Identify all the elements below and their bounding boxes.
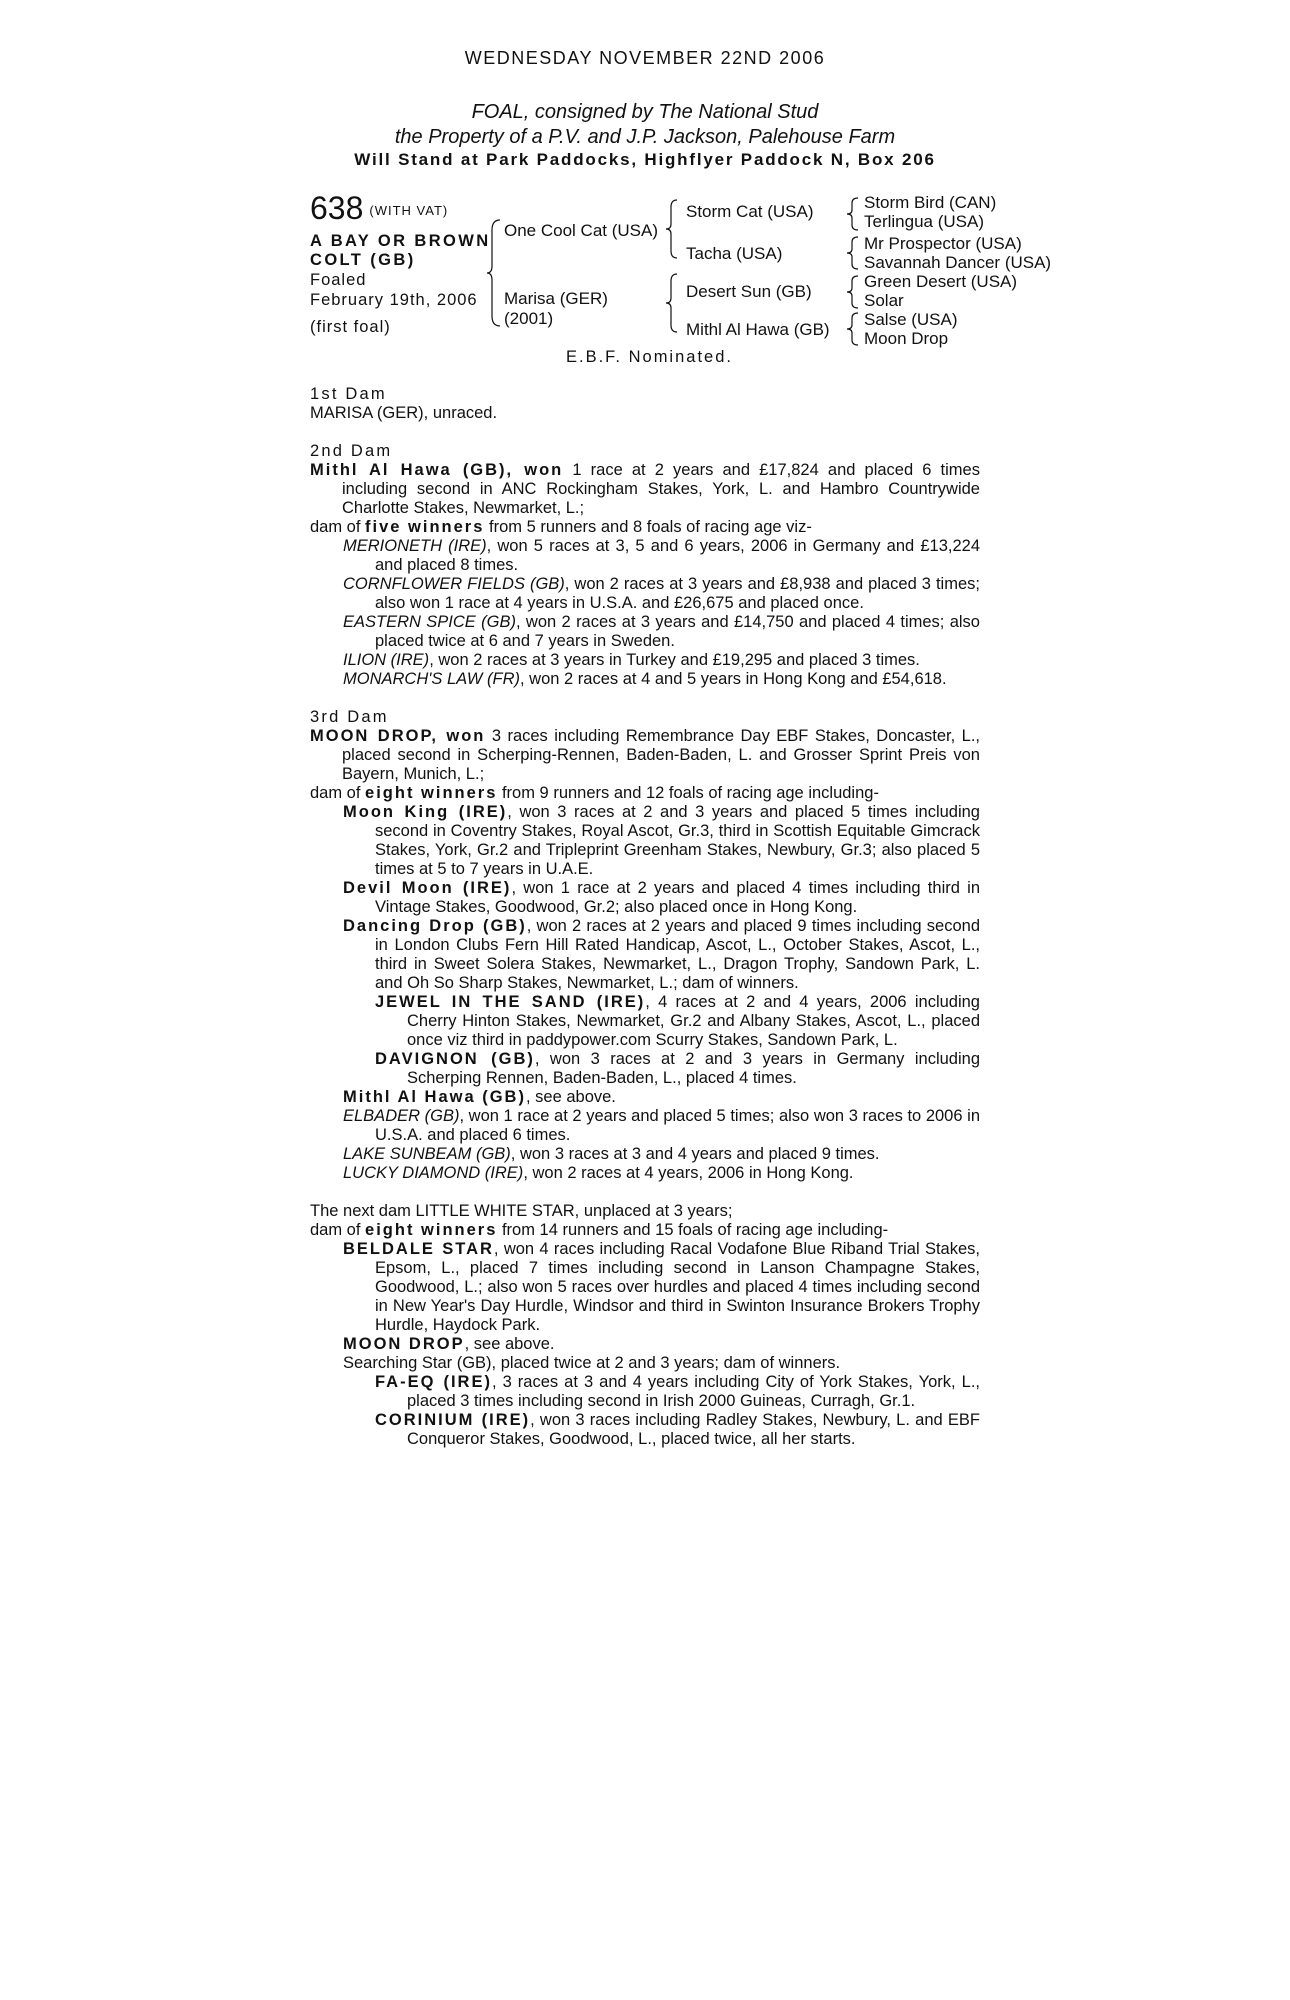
dam-of-label: dam of (310, 1221, 366, 1239)
dam-of-label: dam of (310, 784, 366, 802)
horse-name: EASTERN SPICE (GB) (343, 613, 516, 631)
lot-description-2: COLT (GB) (310, 251, 416, 269)
horse-name: BELDALE STAR (343, 1240, 494, 1258)
third-dam-section (310, 708, 980, 1183)
horse-record: , won 2 races at 3 years and £14,750 and placed 4 times; also placed twice at 6 and 7 years in Sweden. (375, 613, 980, 650)
horse-name: Dancing Drop (GB) (343, 917, 527, 935)
pedigree-sdd: Savannah Dancer (USA) (864, 253, 1052, 272)
horse-name: ELBADER (GB) (343, 1107, 460, 1125)
horse-record: , won 2 races at 3 years in Turkey and £19,295 and placed 3 times. (429, 651, 920, 669)
horse-record: , won 2 races at 4 and 5 years in Hong Kong and £54,618. (520, 670, 947, 688)
third-dam-heading: 3rd Dam (310, 708, 389, 726)
pedigree-ds: Desert Sun (GB) (686, 282, 812, 301)
second-dam-produce-summary (310, 518, 980, 537)
horse-name: JEWEL IN THE SAND (IRE) (375, 993, 646, 1011)
stand-location: Will Stand at Park Paddocks, Highflyer Paddock N, Box 206 (354, 150, 936, 169)
horse-record: , won 2 races at 3 years and £8,938 and placed 3 times; also won 1 race at 4 years in U.S.A. and £26,675 and placed once. (375, 575, 980, 612)
produce-dancing-drop (310, 917, 980, 993)
produce-searching-star: Searching Star (GB), placed twice at 2 and 3 years; dam of winners. (343, 1354, 841, 1372)
first-dam-section (310, 385, 980, 423)
produce-beldale-star (310, 1240, 980, 1335)
horse-record: , won 1 race at 2 years and placed 5 times; also won 3 races to 2006 in U.S.A. and placed 6 times. (375, 1107, 980, 1144)
horse-record: , see above. (464, 1335, 555, 1353)
grandproduce-jewel-in-the-sand (310, 993, 980, 1050)
horse-record: , won 2 races at 4 years, 2006 in Hong Kong. (523, 1164, 854, 1182)
dam-of-label: dam of (310, 518, 366, 536)
horse-record: , 3 races at 3 and 4 years including City of York Stakes, York, L., placed 3 times including second in Irish 2000 Guineas, Curragh, Gr.1. (407, 1373, 980, 1410)
sale-date: WEDNESDAY NOVEMBER 22ND 2006 (464, 48, 826, 68)
pedigree-dss: Green Desert (USA) (864, 272, 1018, 291)
fourth-dam-produce-summary (310, 1221, 980, 1240)
horse-record: , won 3 races at 2 and 3 years in Germany including Scherping Rennen, Baden-Baden, L., placed 4 times. (407, 1050, 980, 1087)
horse-name: Devil Moon (IRE) (343, 879, 512, 897)
ebf-nominated: E.B.F. Nominated. (566, 348, 733, 366)
horse-name: LUCKY DIAMOND (IRE) (343, 1164, 524, 1182)
pedigree-brace-sire (665, 198, 679, 260)
pedigree-brace-dd (846, 311, 860, 347)
second-dam-heading: 2nd Dam (310, 442, 393, 460)
produce-devil-moon (310, 879, 980, 917)
produce-moon-king (310, 803, 980, 879)
horse-name: MOON DROP (343, 1335, 465, 1353)
lot-number-value: 638 (310, 190, 364, 226)
produce-elbader (310, 1107, 980, 1145)
pedigree-brace-ds (846, 274, 860, 310)
third-dam-name: MOON DROP, won (310, 727, 486, 745)
second-dam-entry (310, 461, 980, 518)
vat-note: (WITH VAT) (369, 203, 449, 218)
horse-record: , won 3 races at 3 and 4 years and placed 9 times. (510, 1145, 880, 1163)
pedigree-dds: Salse (USA) (864, 310, 958, 329)
lot-description-1: A BAY OR BROWN (310, 232, 491, 250)
pedigree-ssd: Terlingua (USA) (864, 212, 984, 231)
third-dam-produce-summary (310, 784, 980, 803)
produce-moon-drop (310, 1335, 980, 1354)
horse-name: ILION (IRE) (343, 651, 430, 669)
pedigree-sss: Storm Bird (CAN) (864, 193, 997, 212)
horse-record: , won 3 races including Radley Stakes, Newbury, L. and EBF Conqueror Stakes, Goodwood, L., placed twice, all her starts. (407, 1411, 980, 1448)
produce-ilion (310, 651, 980, 670)
horse-name: MONARCH'S LAW (FR) (343, 670, 521, 688)
produce-merioneth (310, 537, 980, 575)
runners-summary: from 5 runners and 8 foals of racing age viz- (484, 518, 812, 536)
grandproduce-fa-eq (310, 1373, 980, 1411)
horse-record: , won 3 races at 2 and 3 years and placed 5 times including second in Coventry Stakes, Royal Ascot, Gr.3, third in Scottish Equitable Gimcrack Stakes, York, Gr.2 and Tripleprint Greenham Stakes, Newbury, Gr.3; also placed 5 times at 5 to 7 years in U.A.E. (375, 803, 980, 878)
horse-name: Mithl Al Hawa (GB) (343, 1088, 526, 1106)
horse-record: , see above. (525, 1088, 616, 1106)
runners-summary: from 14 runners and 15 foals of racing age including- (497, 1221, 889, 1239)
grandproduce-corinium (310, 1411, 980, 1449)
produce-lake-sunbeam (310, 1145, 980, 1164)
pedigree-sds: Mr Prospector (USA) (864, 234, 1022, 253)
lot-number (310, 190, 448, 227)
pedigree-dd: Mithl Al Hawa (GB) (686, 320, 830, 339)
consignment-line: FOAL, consigned by The National Stud (471, 101, 819, 123)
pedigree-brace-ss (846, 196, 860, 232)
produce-eastern-spice (310, 613, 980, 651)
first-dam-heading: 1st Dam (310, 385, 387, 403)
foal-date: February 19th, 2006 (310, 291, 478, 309)
pedigree-ddd: Moon Drop (864, 329, 949, 348)
horse-record: , won 4 races including Racal Vodafone Blue Riband Trial Stakes, Epsom, L., placed 7 times including second in Lanson Champagne Stakes, Goodwood, L.; also won 5 races over hurdles and placed 4 times including second in New Year's Day Hurdle, Windsor and third in Swinton Insurance Brokers Trophy Hurdle, Haydock Park. (375, 1240, 980, 1334)
pedigree-brace-main (486, 218, 502, 328)
horse-name: CORNFLOWER FIELDS (GB) (343, 575, 565, 593)
produce-cornflower-fields (310, 575, 980, 613)
second-dam-section (310, 442, 980, 689)
first-foal-note: (first foal) (310, 318, 391, 336)
first-dam-text: MARISA (GER), unraced. (310, 404, 498, 422)
winners-count: five winners (365, 518, 485, 536)
horse-name: Moon King (IRE) (343, 803, 508, 821)
horse-name: CORINIUM (IRE) (375, 1411, 531, 1429)
runners-summary: from 9 runners and 12 foals of racing age including- (497, 784, 879, 802)
property-line: the Property of a P.V. and J.P. Jackson, Palehouse Farm (394, 126, 896, 148)
grandproduce-davignon (310, 1050, 980, 1088)
horse-name: LAKE SUNBEAM (GB) (343, 1145, 511, 1163)
third-dam-entry (310, 727, 980, 784)
produce-monarchs-law (310, 670, 980, 689)
foaled-label: Foaled (310, 271, 367, 289)
horse-record: , won 2 races at 2 years and placed 9 times including second in London Clubs Fern Hill Rated Handicap, Ascot, L., October Stakes, Ascot, L., third in Sweet Solera Stakes, Newmarket, L., Dragon Trophy, Sandown Park, L. and Oh So Sharp Stakes, Newmarket, L.; dam of winners. (375, 917, 980, 992)
winners-count: eight winners (365, 1221, 498, 1239)
fourth-dam-intro: The next dam LITTLE WHITE STAR, unplaced at 3 years; (310, 1202, 733, 1220)
fourth-dam-section (310, 1202, 980, 1449)
second-dam-name: Mithl Al Hawa (GB), won (310, 461, 564, 479)
produce-lucky-diamond (310, 1164, 980, 1183)
pedigree-brace-dam (665, 272, 679, 334)
pedigree-dam-year: (2001) (504, 309, 554, 328)
produce-mithl-al-hawa (310, 1088, 980, 1107)
pedigree-dam: Marisa (GER) (504, 289, 608, 308)
pedigree-dsd: Solar (864, 291, 904, 310)
pedigree-ss: Storm Cat (USA) (686, 202, 814, 221)
winners-count: eight winners (365, 784, 498, 802)
pedigree-sire: One Cool Cat (USA) (504, 221, 658, 240)
third-dam-record: 3 races including Remembrance Day EBF Stakes, Doncaster, L., placed second in Scherping-Rennen, Baden-Baden, L. and Grosser Sprint Preis von Bayern, Munich, L.; (342, 727, 980, 783)
horse-name: MERIONETH (IRE) (343, 537, 487, 555)
horse-record: , 4 races at 2 and 4 years, 2006 including Cherry Hinton Stakes, Newmarket, Gr.2 and Albany Stakes, Ascot, L., placed once viz third in paddypower.com Scurry Stakes, Sandown Park, L. (407, 993, 980, 1049)
second-dam-record: 1 race at 2 years and £17,824 and placed 6 times including second in ANC Rockingham Stakes, York, L. and Hambro Countrywide Charlotte Stakes, Newmarket, L.; (342, 461, 980, 517)
horse-record: , won 1 race at 2 years and placed 4 times including third in Vintage Stakes, Goodwood, Gr.2; also placed once in Hong Kong. (375, 879, 980, 916)
pedigree-brace-sd (846, 235, 860, 271)
pedigree-sd: Tacha (USA) (686, 244, 783, 263)
horse-name: DAVIGNON (GB) (375, 1050, 535, 1068)
horse-name: FA-EQ (IRE) (375, 1373, 492, 1391)
horse-record: , won 5 races at 3, 5 and 6 years, 2006 in Germany and £13,224 and placed 8 times. (375, 537, 980, 574)
